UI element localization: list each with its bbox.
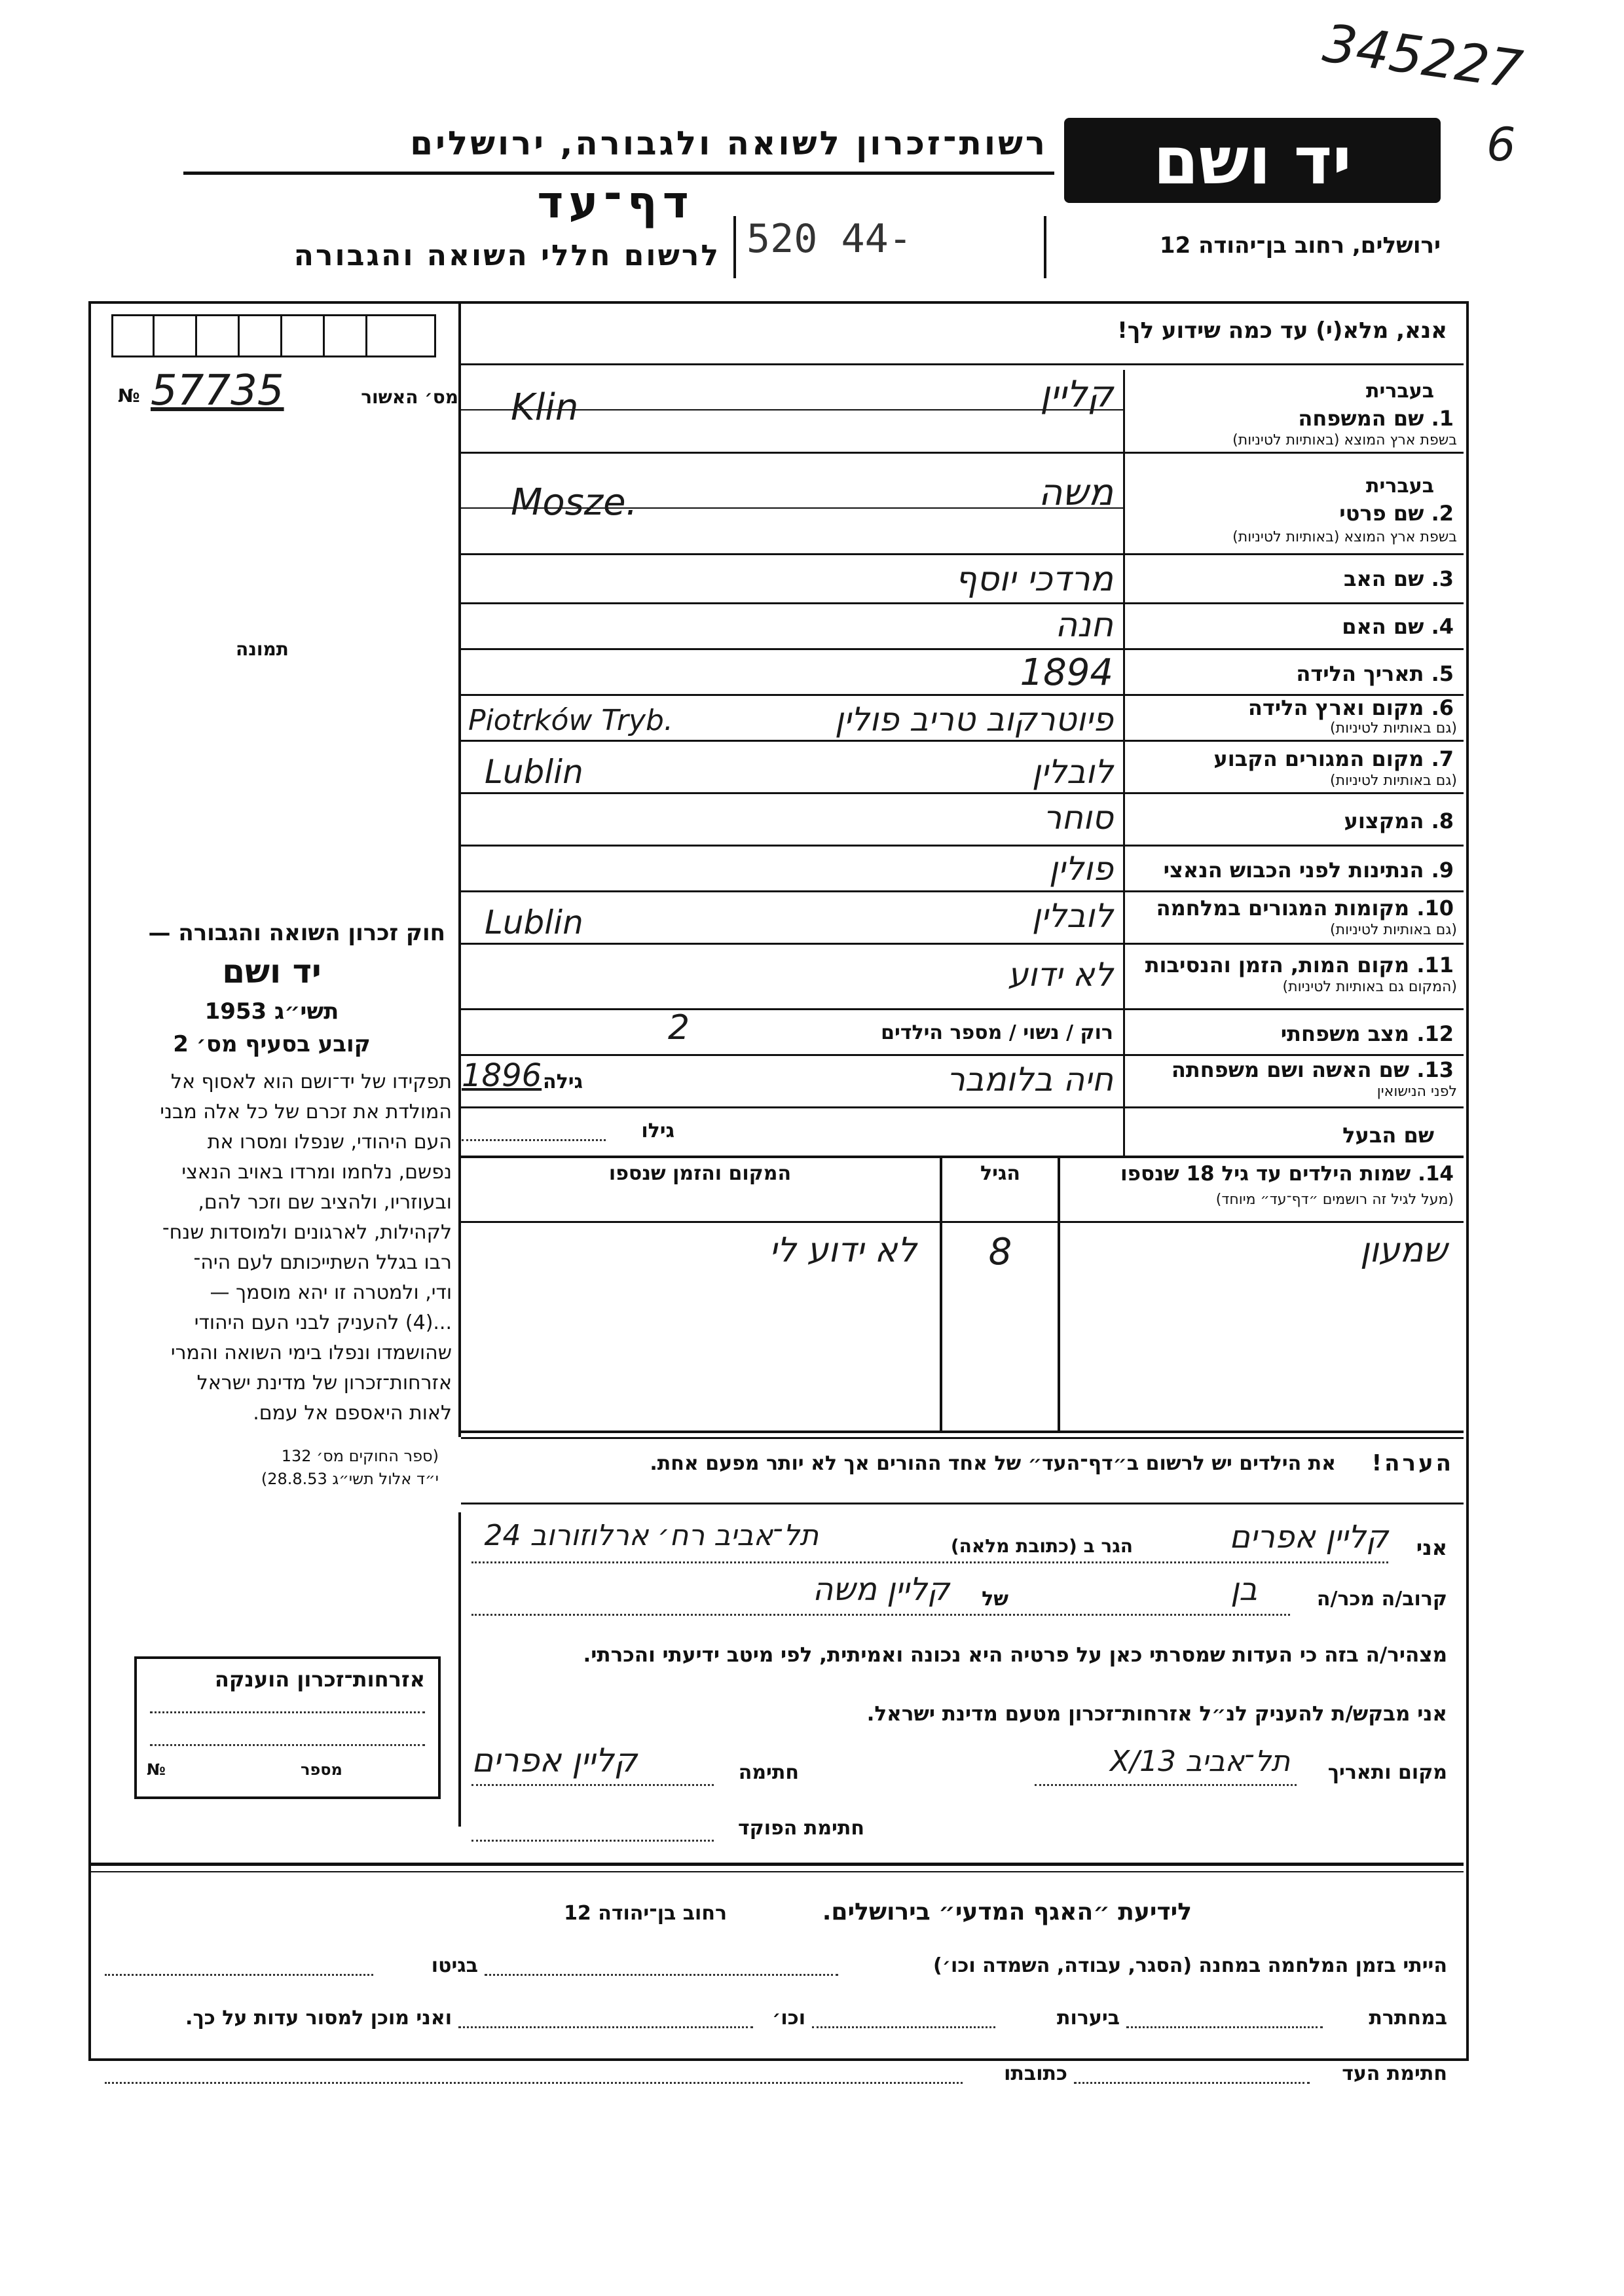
field-11-label: 11. מקום המות, הזמן והנסיבות — [1145, 953, 1454, 977]
mother-name[interactable]: חנה — [1055, 606, 1113, 645]
declaration-request: אני מבקש/ת להעניק לנ״ל אזרחות־זכרון מטעם מדינת ישראל. — [866, 1702, 1447, 1726]
children-label: 14. שמות הילדים עד גיל 18 שנספו — [1120, 1162, 1454, 1186]
field-12-label: 12. מצב משפחתי — [1280, 1021, 1454, 1046]
nationality[interactable]: פולין — [1048, 850, 1113, 888]
field-13-label: 13. שם האשה ושם משפחתה — [1171, 1057, 1454, 1082]
declarant-signature[interactable]: קליין אפרים — [471, 1741, 638, 1779]
husband-label: שם הבעל — [1342, 1123, 1434, 1148]
declarant-name[interactable]: קליין אפרים — [1229, 1519, 1388, 1556]
wife-name[interactable]: חיה בלומבר — [946, 1061, 1113, 1099]
declaration-statement: מצהיר/ה בזה כי העדות שמסרתי כאן על פרטיה היא נכונה ואמיתית, לפי מיטב ידיעתי והכרתי. — [583, 1643, 1447, 1667]
relation[interactable]: בן — [1230, 1571, 1257, 1608]
page-subtitle: לרשום חללי השואה והגבורה — [293, 239, 720, 272]
law-section: קובע בסעיף מס׳ 2 — [173, 1031, 371, 1057]
cert-label: מס׳ האשור — [361, 386, 458, 408]
children-age-header: הגיל — [980, 1162, 1020, 1185]
field-1-tag: בעברית — [1366, 380, 1434, 403]
father-name[interactable]: מרדכי יוסף — [955, 560, 1113, 599]
children-count[interactable]: 2 — [668, 1008, 690, 1048]
firstname-latin[interactable]: Mosze. — [511, 481, 638, 524]
field-8-label: 8. המקצוע — [1344, 809, 1454, 833]
field-1-label: 1. שם המשפחה — [1298, 406, 1454, 431]
footer-address: רחוב בן־יהודה 12 — [564, 1902, 727, 1925]
profession[interactable]: סוחר — [1043, 799, 1113, 837]
instruction-text: אנא, מלא(י) עד כמה שידוע לך! — [1117, 318, 1447, 344]
birthplace-latin[interactable]: Piotrków Tryb. — [468, 704, 673, 737]
cert-boxes — [111, 314, 436, 357]
note-text: את הילדים יש לרשום ב״דף־העד״ של אחד ההורים אך לא יותר מפעם אחת. — [650, 1452, 1336, 1475]
law-year: תשי״ג 1953 — [204, 998, 339, 1025]
relative-name[interactable]: קליין משה — [812, 1571, 950, 1608]
marital-status-options: רוק / נשוי / מספר הילדים — [881, 1021, 1113, 1044]
archive-number: 345227 — [1320, 12, 1526, 101]
child-death-place[interactable]: לא ידוע לי — [769, 1231, 917, 1270]
birthplace-hebrew[interactable]: פיוטרקוב טריב פולין — [834, 701, 1113, 738]
residence-hebrew[interactable]: לובלין — [1031, 753, 1113, 791]
field-6-label: 6. מקום וארץ הלידה — [1247, 695, 1454, 720]
field-9-label: 9. הנתינות לפני הכבוש הנאצי — [1163, 858, 1454, 883]
children-place-header: המקום והזמן שנספו — [608, 1162, 792, 1185]
birth-date[interactable]: 1894 — [1020, 651, 1113, 694]
yad-vashem-logo: יד ושם — [1064, 118, 1441, 203]
field-2-label: 2. שם פרטי — [1339, 501, 1454, 526]
photo-label: תמונה — [236, 638, 289, 660]
authority-name: רשות־זכרון לשואה ולגבורה, ירושלים — [410, 124, 1048, 162]
field-4-label: 4. שם האם — [1342, 614, 1454, 639]
header-address: ירושלים, רחוב בן־יהודה 12 — [1159, 232, 1441, 259]
surname-latin[interactable]: Klin — [511, 386, 579, 429]
footer-title: לידיעת ״האגף המדעי״ בירושלים. — [822, 1899, 1192, 1925]
child-name[interactable]: שמעון — [1359, 1231, 1447, 1270]
law-reference: (ספר החוקים מס׳ 132 — [281, 1447, 439, 1465]
firstname-hebrew[interactable]: משה — [1038, 471, 1113, 514]
residence-latin[interactable]: Lublin — [485, 753, 583, 791]
wartime-residence-latin[interactable]: Lublin — [485, 903, 583, 941]
note-label: הערה! — [1371, 1450, 1454, 1476]
cert-number: 57735 — [151, 367, 284, 415]
field-5-label: 5. תאריך הלידה — [1296, 661, 1454, 686]
citizenship-box: אזרחות־זכרון הוענקה № מספר — [134, 1656, 441, 1799]
law-title: חוק זכרון השואה והגבורה — — [148, 920, 445, 946]
registration-stamp: 520 44- — [747, 216, 912, 262]
field-10-label: 10. מקומות המגורים במלחמה — [1156, 896, 1454, 920]
declaration-ani: אני — [1416, 1535, 1447, 1560]
field-3-label: 3. שם האב — [1343, 566, 1454, 591]
child-age[interactable]: 8 — [988, 1231, 1012, 1273]
law-text: תפקידו של יד־ושם הוא לאסוף אל המולדת את זכרם של כל אלה מבני העם היהודי, שנפלו ומסרו את נפשם, נלחמו ומרדו באויב הנאצי ובעוזריו, ולהציב שם וזכר להם, לקהילות, לארגונים ולמוסדות שנח־ רבו בגלל השתייכותם לעם היה־ ודי, ולמטרה זו יהא מוסמך — ...(4) להעניק לבני העם היהודי שהושמדו ונפלו בימי השואה והמרי אזרחות־זכרון של מדינת ישראל לאות היאספם אל עמם. — [160, 1070, 452, 1425]
death-place[interactable]: לא ידוע — [1007, 956, 1113, 994]
field-7-label: 7. מקום המגורים הקבוע — [1213, 746, 1454, 771]
law-logo: יד ושם — [222, 953, 322, 991]
wife-age[interactable]: 1896 — [462, 1057, 542, 1094]
declarant-address[interactable]: תל־אביב רח׳ ארלוזורוב 24 — [484, 1519, 819, 1552]
corner-mark: 6 — [1486, 118, 1516, 172]
place-date[interactable]: תל־אביב 13/X — [1110, 1745, 1290, 1778]
wartime-residence-hebrew[interactable]: לובלין — [1031, 897, 1113, 935]
page-title: דף־עד — [537, 177, 694, 228]
surname-hebrew[interactable]: קליין — [1040, 373, 1113, 416]
